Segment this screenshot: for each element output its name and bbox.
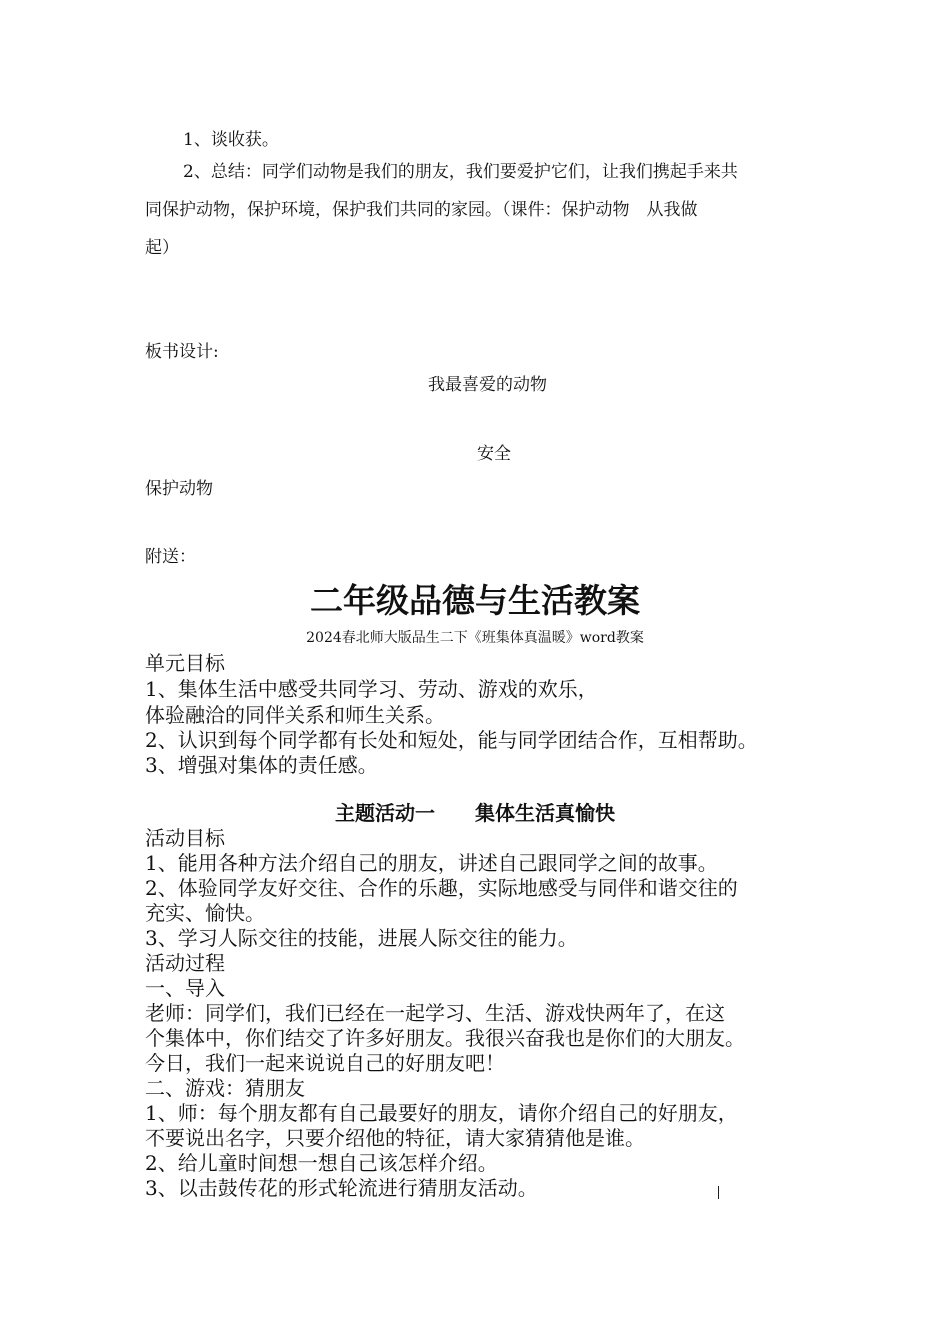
activity-goal-2b: 充实、愉快。 bbox=[145, 901, 265, 925]
text-cursor bbox=[718, 1186, 719, 1199]
unit-goal-2: 2、认识到每个同学都有长处和短处，能与同学团结合作，互相帮助。 bbox=[145, 728, 758, 752]
appendix-label: 附送： bbox=[145, 547, 196, 567]
step1-heading: 一、导入 bbox=[145, 976, 225, 1000]
board-center-title: 我最喜爱的动物 bbox=[428, 375, 547, 395]
summary-line-3: 起） bbox=[145, 238, 179, 258]
step2-item-3: 3、以击鼓传花的形式轮流进行猜朋友活动。 bbox=[145, 1176, 538, 1200]
board-design-label: 板书设计: bbox=[145, 342, 219, 362]
lesson-title: 二年级品德与生活教案 bbox=[310, 581, 640, 620]
unit-goal-1a: 1、集体生活中感受共同学习、劳动、游戏的欢乐， bbox=[145, 677, 598, 701]
unit-goal-3: 3、增强对集体的责任感。 bbox=[145, 753, 378, 777]
unit-goal-1b: 体验融洽的同伴关系和师生关系。 bbox=[145, 703, 445, 727]
board-protect-animals: 保护动物 bbox=[145, 479, 213, 499]
step2-heading: 二、游戏：猜朋友 bbox=[145, 1076, 305, 1100]
summary-line-1: 2、总结：同学们动物是我们的朋友，我们要爱护它们，让我们携起手来共 bbox=[183, 162, 738, 182]
step2-item-1a: 1、师：每个朋友都有自己最要好的朋友，请你介绍自己的好朋友， bbox=[145, 1101, 738, 1125]
activity-goal-1: 1、能用各种方法介绍自己的朋友，讲述自己跟同学之间的故事。 bbox=[145, 851, 718, 875]
lesson-subtitle: 2024春北师大版品生二下《班集体真温暖》word教案 bbox=[306, 630, 644, 646]
unit-goal-heading: 单元目标 bbox=[145, 651, 225, 675]
step1-line-3: 今日，我们一起来说说自己的好朋友吧！ bbox=[145, 1051, 505, 1075]
summary-line-2: 同保护动物，保护环境，保护我们共同的家园。（课件：保护动物 从我做 bbox=[145, 200, 698, 220]
step1-line-1: 老师：同学们，我们已经在一起学习、生活、游戏快两年了，在这 bbox=[145, 1001, 725, 1025]
activity-goal-heading: 活动目标 bbox=[145, 826, 225, 850]
process-heading: 活动过程 bbox=[145, 951, 225, 975]
step2-item-2: 2、给儿童时间想一想自己该怎样介绍。 bbox=[145, 1151, 498, 1175]
step1-line-2: 个集体中，你们结交了许多好朋友。我很兴奋我也是你们的大朋友。 bbox=[145, 1026, 745, 1050]
harvest-item: 1、谈收获。 bbox=[183, 130, 279, 150]
step2-item-1b: 不要说出名字，只要介绍他的特征，请大家猜猜他是谁。 bbox=[145, 1126, 645, 1150]
activity-goal-2a: 2、体验同学友好交往、合作的乐趣，实际地感受与同伴和谐交往的 bbox=[145, 876, 738, 900]
board-safety: 安全 bbox=[477, 444, 511, 464]
activity-goal-3: 3、学习人际交往的技能，进展人际交往的能力。 bbox=[145, 926, 578, 950]
theme-activity-heading: 主题活动一 集体生活真愉快 bbox=[335, 801, 615, 825]
